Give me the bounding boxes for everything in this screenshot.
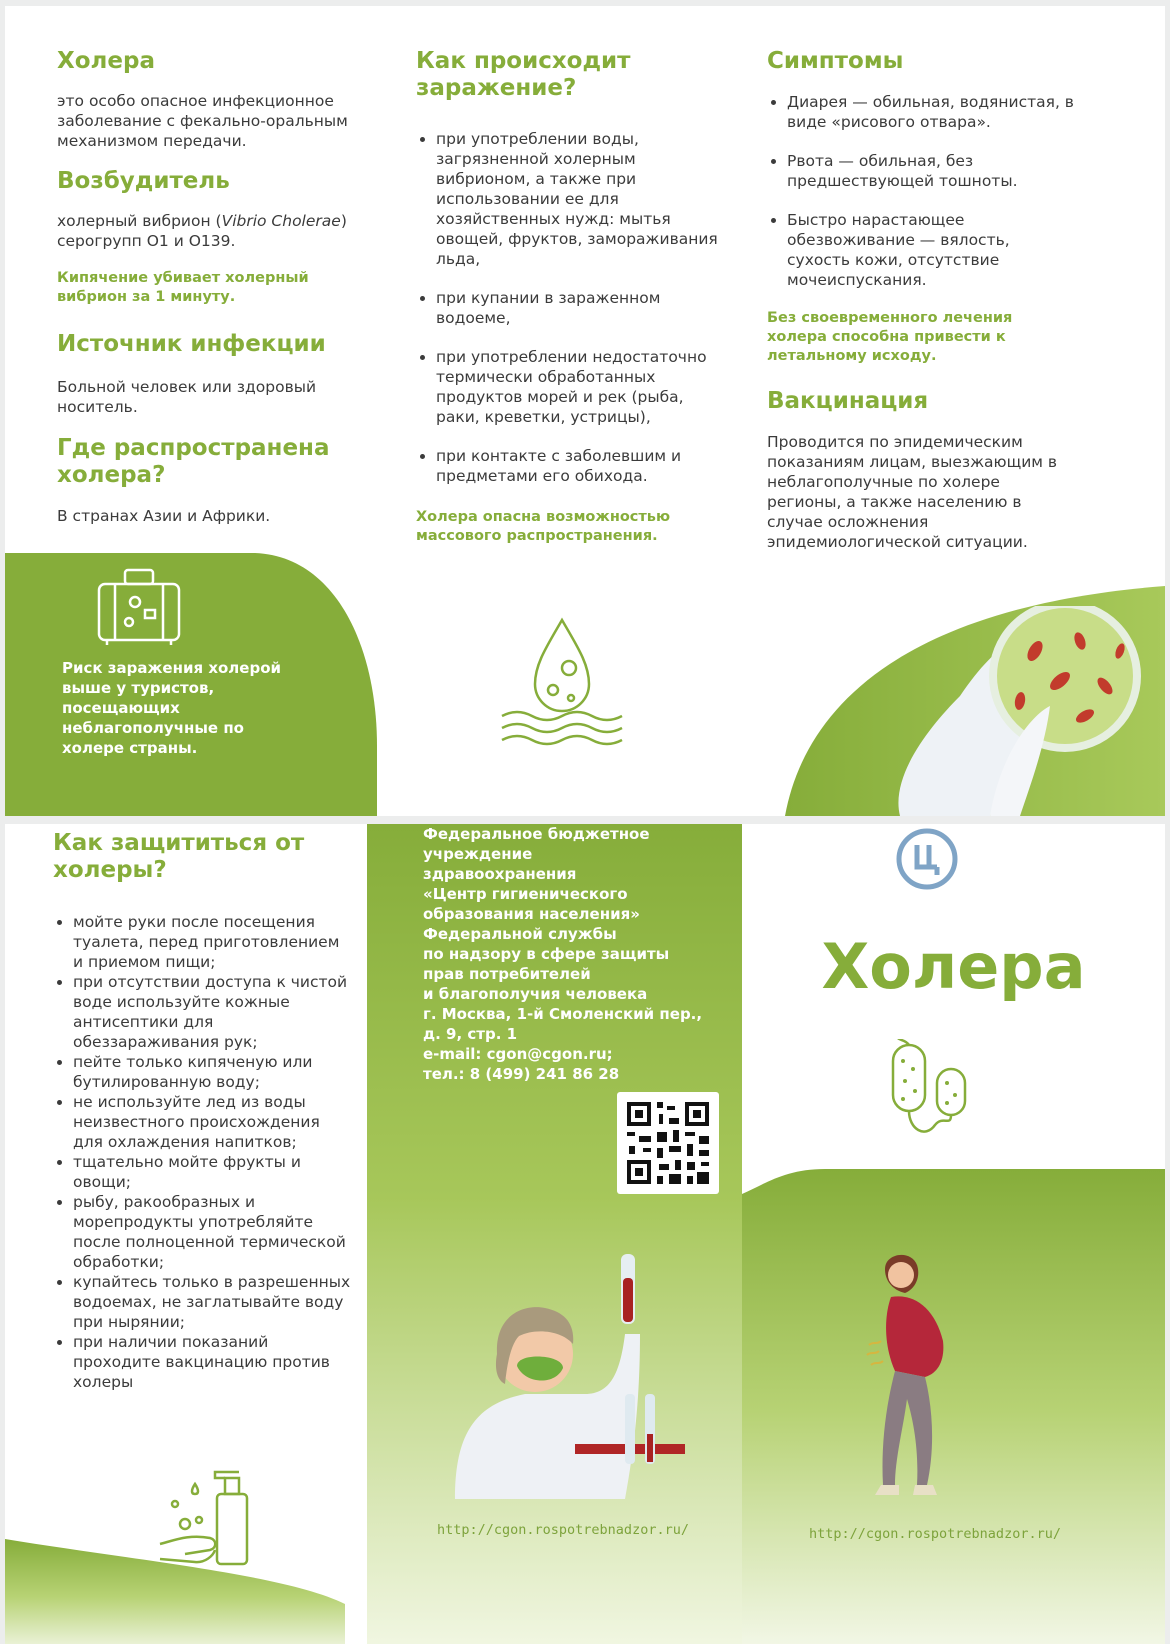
list-protection [53, 912, 353, 1392]
brochure-inside [5, 824, 1165, 1644]
heading-symptoms: Симптомы [767, 48, 904, 74]
heading-how-infection: Как происходит заражение? [416, 48, 631, 101]
organization-contacts [423, 824, 723, 1084]
heading-how-protect: Как защититься от холеры? [53, 830, 305, 883]
brochure-outside [5, 6, 1165, 816]
hand-washing-icon [155, 1464, 255, 1574]
highlight-boiling: Кипячение убивает холерный вибрион за 1 минуту. [57, 270, 309, 305]
suitcase-icon [95, 566, 185, 646]
org-line: Федеральное бюджетное [423, 825, 650, 843]
org-line: прав потребителей [423, 965, 591, 983]
sick-woman-illustration [855, 1249, 975, 1499]
cover-title: Холера [821, 930, 1086, 1003]
text-where-spread: В странах Азии и Африки. [57, 507, 271, 525]
petri-dish-bacteria-icon [870, 606, 1165, 816]
list-item: • Рвота — обильная, без предшествующей тошноты. [787, 151, 1077, 191]
list-item: • Диарея — обильная, водянистая, в виде «рисового отвара». [787, 92, 1077, 132]
list-item: • рыбу, ракообразных и морепродукты употребляйте после полноценной термической обработки; [73, 1192, 353, 1272]
list-item: • мойте руки после посещения туалета, перед приготовлением и приемом пищи; [73, 912, 353, 972]
heading-infection-source: Источник инфекции [57, 331, 326, 357]
qr-code-icon [617, 1092, 719, 1194]
cgon-logo [895, 827, 959, 891]
website-link-right[interactable]: http://cgon.rospotrebnadzor.ru/ [809, 1526, 1061, 1542]
text-pathogen-latin: Vibrio Cholerae [221, 212, 341, 230]
heading-cholera: Холера [57, 48, 155, 74]
list-item: • при употреблении воды, загрязненной холерным вибрионом, а также при использовании ее для хозяйственных нужд: мытья овощей, фруктов, замораживания льда, [436, 129, 726, 269]
list-item: • при отсутствии доступа к чистой воде используйте кожные антисептики для обеззараживания рук; [73, 972, 353, 1052]
org-line: и благополучия человека [423, 985, 648, 1003]
org-line: учреждение [423, 845, 533, 863]
org-email[interactable]: e-mail: cgon@cgon.ru; [423, 1045, 613, 1063]
list-item: • купайтесь только в разрешенных водоемах, не заглатывайте воду при нырянии; [73, 1272, 353, 1332]
list-item: • при купании в зараженном водоеме, [436, 288, 726, 328]
org-address: г. Москва, 1-й Смоленский пер., [423, 1005, 703, 1023]
water-drop-virus-icon [497, 616, 627, 746]
list-item: • Быстро нарастающее обезвоживание — вялость, сухость кожи, отсутствие мочеиспускания. [787, 210, 1077, 290]
org-line: «Центр гигиенического [423, 885, 628, 903]
list-item: • тщательно мойте фрукты и овощи; [73, 1152, 353, 1192]
text-pathogen-b: ) серогрупп О1 и О139. [57, 212, 347, 250]
highlight-lethal: Без своевременного лечения холера способна привести к летальному исходу. [767, 310, 1013, 364]
column-protection [53, 830, 353, 1392]
qr-code[interactable] [617, 1092, 719, 1194]
list-symptoms [767, 92, 1077, 290]
list-item: • при употреблении недостаточно термически обработанных продуктов морей и рек (рыба, раки, креветки, устрицы), [436, 347, 726, 427]
org-phone: тел.: 8 (499) 241 86 28 [423, 1065, 620, 1083]
list-infection-ways [416, 129, 726, 486]
heading-where-spread: Где распространена холера? [57, 435, 330, 488]
org-line: здравоохранения [423, 865, 577, 883]
highlight-mass-spread: Холера опасна возможностью массового распространения. [416, 509, 671, 544]
heading-pathogen: Возбудитель [57, 168, 230, 194]
list-item: • при контакте с заболевшим и предметами его обихода. [436, 446, 726, 486]
text-infection-source: Больной человек или здоровый носитель. [57, 378, 317, 416]
org-line: Федеральной службы [423, 925, 617, 943]
lab-researcher-illustration [435, 1244, 685, 1499]
bacteria-icon [885, 1039, 975, 1144]
list-item: • при наличии показаний проходите вакцинацию против холеры [73, 1332, 353, 1392]
text-pathogen-a: холерный вибрион ( [57, 212, 222, 230]
column-cholera-info [57, 48, 362, 526]
column-infection-ways [416, 48, 726, 546]
list-item: • не используйте лед из воды неизвестного происхождения для охлаждения напитков; [73, 1092, 353, 1152]
org-address: д. 9, стр. 1 [423, 1025, 518, 1043]
text-cholera-definition: это особо опасное инфекционное заболевание с фекально-оральным механизмом передачи. [57, 92, 348, 150]
website-link-middle[interactable]: http://cgon.rospotrebnadzor.ru/ [437, 1522, 689, 1538]
heading-vaccination: Вакцинация [767, 388, 929, 414]
text-pathogen [57, 211, 362, 251]
column-symptoms [767, 48, 1077, 552]
org-line: по надзору в сфере защиты [423, 945, 670, 963]
text-tourist-risk: Риск заражения холерой выше у туристов, посещающих неблагополучные по холере страны. [62, 659, 282, 757]
org-line: образования населения» [423, 905, 640, 923]
list-item: • пейте только кипяченую или бутилированную воду; [73, 1052, 353, 1092]
text-vaccination: Проводится по эпидемическим показаниям лицам, выезжающим в неблагополучные по холере регионы, а также населению в случае осложнения эпидемиологической ситуации. [767, 433, 1058, 551]
